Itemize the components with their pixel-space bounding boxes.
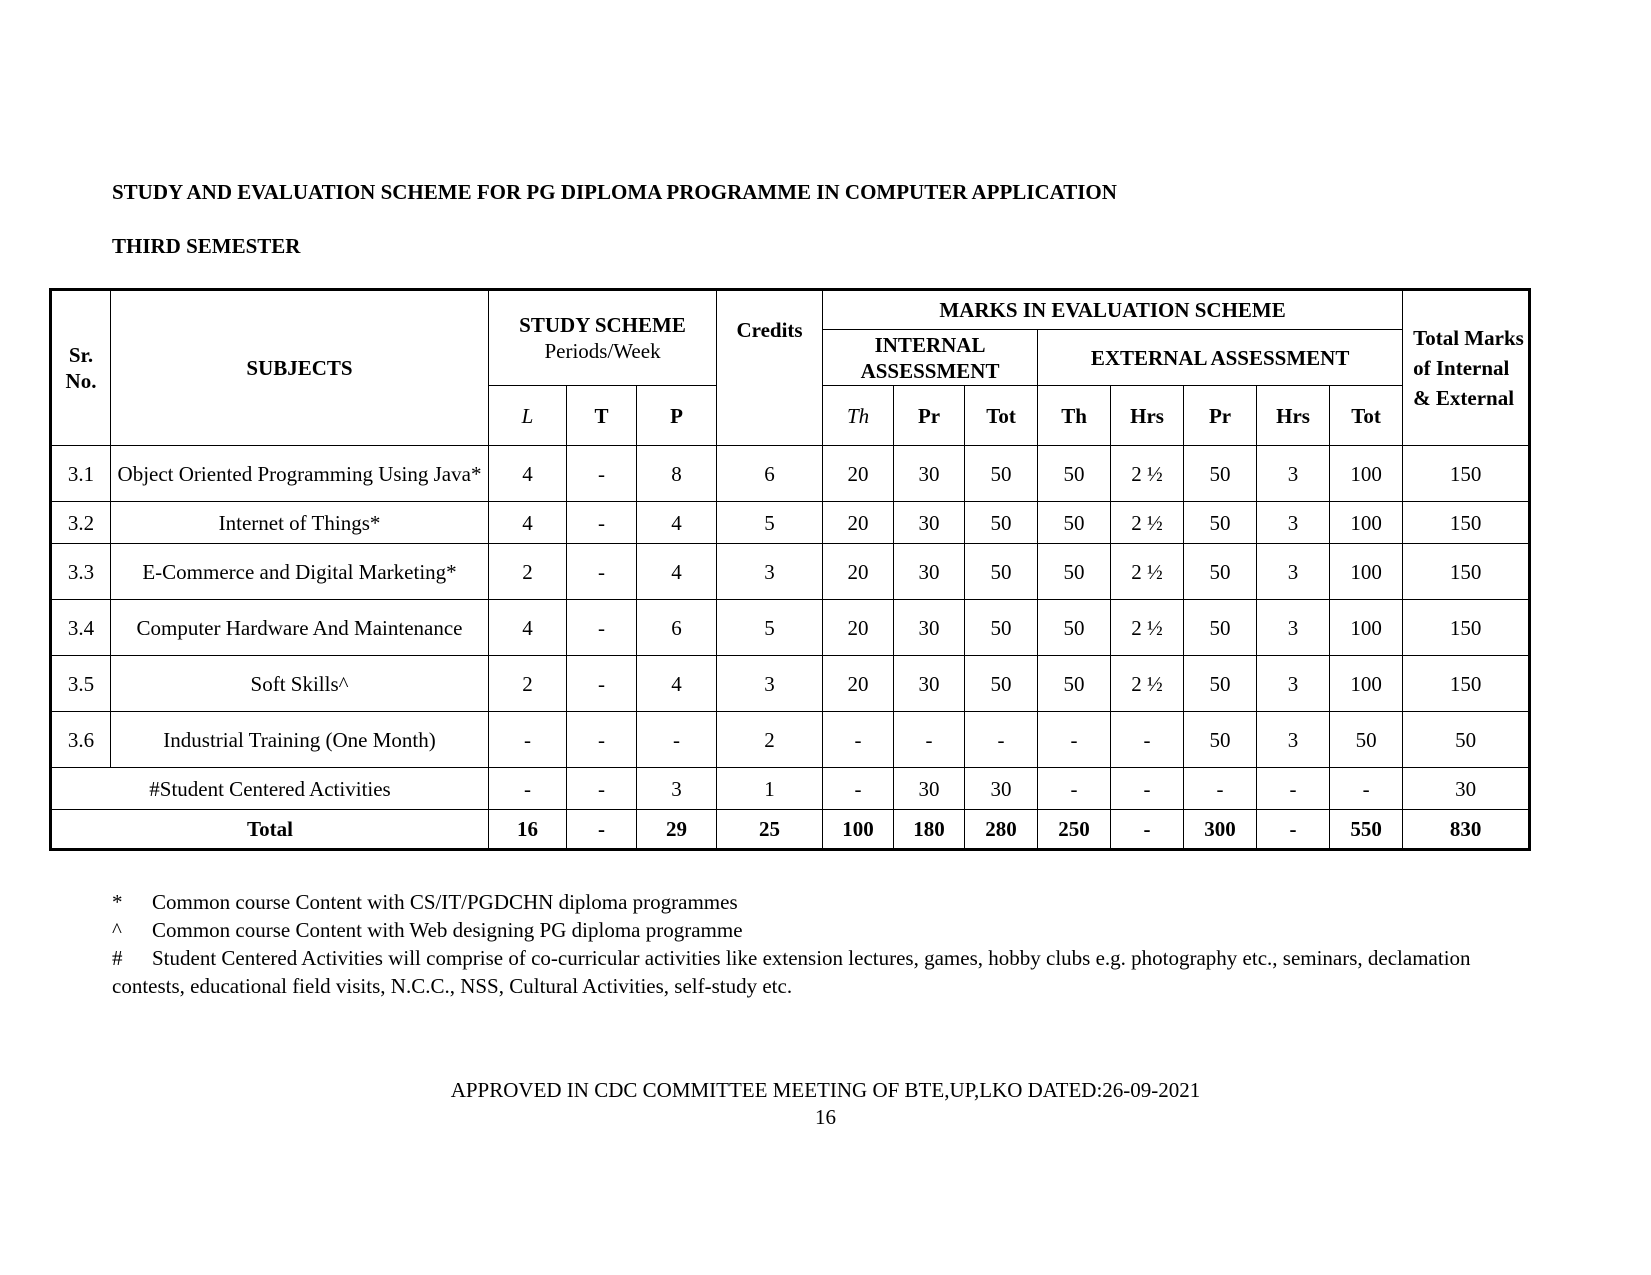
table-body bbox=[51, 446, 1530, 850]
row-subject: Object Oriented Programming Using Java* bbox=[111, 446, 489, 502]
total-int-pr: 180 bbox=[894, 810, 965, 850]
row-l: 4 bbox=[489, 600, 567, 656]
header-external-tot: Tot bbox=[1330, 386, 1403, 446]
row-int-th: - bbox=[823, 712, 894, 768]
table-row bbox=[51, 502, 1530, 544]
total-ext-hrs: - bbox=[1257, 810, 1330, 850]
row-total: 50 bbox=[1403, 712, 1530, 768]
row-l: 2 bbox=[489, 544, 567, 600]
header-external-assessment: EXTERNAL ASSESSMENT bbox=[1038, 330, 1403, 386]
footnote-symbol: ^ bbox=[112, 918, 122, 942]
row-ext-hrs: 3 bbox=[1257, 502, 1330, 544]
total-ext-pr: 300 bbox=[1184, 810, 1257, 850]
footnote-text: Common course Content with Web designing PG diploma programme bbox=[152, 918, 743, 942]
row-subject: Internet of Things* bbox=[111, 502, 489, 544]
sca-l: - bbox=[489, 768, 567, 810]
header-internal-tot: Tot bbox=[965, 386, 1038, 446]
footnotes bbox=[112, 888, 1532, 1000]
footnote bbox=[112, 888, 1532, 916]
row-int-tot: 50 bbox=[965, 446, 1038, 502]
row-t: - bbox=[567, 544, 637, 600]
row-credits: 5 bbox=[717, 502, 823, 544]
row-ext-th: 50 bbox=[1038, 502, 1111, 544]
row-ext-hrs: 3 bbox=[1257, 600, 1330, 656]
row-t: - bbox=[567, 446, 637, 502]
semester-heading: THIRD SEMESTER bbox=[112, 234, 301, 258]
row-ext-hrs: 2 ½ bbox=[1111, 544, 1184, 600]
row-ext-hrs: 2 ½ bbox=[1111, 446, 1184, 502]
row-ext-tot: 100 bbox=[1330, 502, 1403, 544]
sca-int-th: - bbox=[823, 768, 894, 810]
row-total: 150 bbox=[1403, 600, 1530, 656]
sca-ext-tot: - bbox=[1330, 768, 1403, 810]
header-p: P bbox=[637, 386, 717, 446]
row-ext-tot: 100 bbox=[1330, 656, 1403, 712]
sca-ext-hrs: - bbox=[1257, 768, 1330, 810]
row-ext-pr: 50 bbox=[1184, 502, 1257, 544]
total-l: 16 bbox=[489, 810, 567, 850]
total-ext-tot: 550 bbox=[1330, 810, 1403, 850]
row-int-pr: 30 bbox=[894, 446, 965, 502]
row-subject: Industrial Training (One Month) bbox=[111, 712, 489, 768]
row-subject: Soft Skills^ bbox=[111, 656, 489, 712]
row-ext-hrs: 2 ½ bbox=[1111, 502, 1184, 544]
footnote-symbol: # bbox=[112, 946, 123, 970]
row-t: - bbox=[567, 712, 637, 768]
row-ext-tot: 100 bbox=[1330, 600, 1403, 656]
table-row-sca bbox=[51, 768, 1530, 810]
row-int-tot: 50 bbox=[965, 600, 1038, 656]
sca-label: #Student Centered Activities bbox=[51, 768, 489, 810]
footnote-text: Student Centered Activities will comprise of co-curricular activities like extension lectures, games, hobby clubs e.g. photography etc., seminars, declamation contests, educational field visits, N.C.C., NSS, Cultural Activities, self-study etc. bbox=[112, 946, 1471, 998]
row-t: - bbox=[567, 600, 637, 656]
row-total: 150 bbox=[1403, 502, 1530, 544]
row-ext-pr: 50 bbox=[1184, 446, 1257, 502]
row-int-th: 20 bbox=[823, 600, 894, 656]
row-ext-hrs: - bbox=[1111, 712, 1184, 768]
row-credits: 2 bbox=[717, 712, 823, 768]
page-number: 16 bbox=[815, 1105, 836, 1129]
periods-week-label: Periods/Week bbox=[544, 339, 661, 363]
row-ext-tot: 50 bbox=[1330, 712, 1403, 768]
header-credits: Credits bbox=[717, 290, 823, 446]
row-subject: Computer Hardware And Maintenance bbox=[111, 600, 489, 656]
header-subjects: SUBJECTS bbox=[111, 290, 489, 446]
row-credits: 5 bbox=[717, 600, 823, 656]
footnote bbox=[112, 916, 1532, 944]
row-ext-th: 50 bbox=[1038, 446, 1111, 502]
row-credits: 3 bbox=[717, 656, 823, 712]
row-t: - bbox=[567, 502, 637, 544]
row-p: 6 bbox=[637, 600, 717, 656]
row-l: 4 bbox=[489, 446, 567, 502]
row-sr: 3.4 bbox=[51, 600, 111, 656]
header-internal-assessment: INTERNAL ASSESSMENT bbox=[823, 330, 1038, 386]
header-l: L bbox=[489, 386, 567, 446]
table-header bbox=[51, 290, 1530, 446]
table-row bbox=[51, 446, 1530, 502]
row-sr: 3.5 bbox=[51, 656, 111, 712]
row-int-tot: 50 bbox=[965, 656, 1038, 712]
row-ext-pr: 50 bbox=[1184, 656, 1257, 712]
header-internal-pr: Pr bbox=[894, 386, 965, 446]
total-ext-th: 250 bbox=[1038, 810, 1111, 850]
evaluation-scheme-table bbox=[49, 288, 1531, 851]
sca-total: 30 bbox=[1403, 768, 1530, 810]
row-sr: 3.3 bbox=[51, 544, 111, 600]
sca-ext-pr: - bbox=[1184, 768, 1257, 810]
total-grand: 830 bbox=[1403, 810, 1530, 850]
row-t: - bbox=[567, 656, 637, 712]
row-ext-pr: 50 bbox=[1184, 712, 1257, 768]
row-ext-th: 50 bbox=[1038, 600, 1111, 656]
row-int-th: 20 bbox=[823, 446, 894, 502]
table-row-total bbox=[51, 810, 1530, 850]
row-int-pr: 30 bbox=[894, 544, 965, 600]
row-total: 150 bbox=[1403, 656, 1530, 712]
row-int-pr: 30 bbox=[894, 600, 965, 656]
sca-int-pr: 30 bbox=[894, 768, 965, 810]
header-external-hrs: Hrs bbox=[1111, 386, 1184, 446]
row-sr: 3.1 bbox=[51, 446, 111, 502]
total-t: - bbox=[567, 810, 637, 850]
row-credits: 6 bbox=[717, 446, 823, 502]
header-external-hrs: Hrs bbox=[1257, 386, 1330, 446]
row-ext-tot: 100 bbox=[1330, 446, 1403, 502]
table-row bbox=[51, 544, 1530, 600]
row-ext-th: 50 bbox=[1038, 656, 1111, 712]
row-p: 4 bbox=[637, 502, 717, 544]
header-internal-th: Th bbox=[823, 386, 894, 446]
total-int-th: 100 bbox=[823, 810, 894, 850]
total-p: 29 bbox=[637, 810, 717, 850]
row-ext-hrs: 3 bbox=[1257, 656, 1330, 712]
row-credits: 3 bbox=[717, 544, 823, 600]
row-sr: 3.6 bbox=[51, 712, 111, 768]
row-p: - bbox=[637, 712, 717, 768]
sca-int-tot: 30 bbox=[965, 768, 1038, 810]
row-p: 4 bbox=[637, 544, 717, 600]
row-ext-hrs: 3 bbox=[1257, 712, 1330, 768]
header-external-pr: Pr bbox=[1184, 386, 1257, 446]
approval-note: APPROVED IN CDC COMMITTEE MEETING OF BTE,UP,LKO DATED:26-09-2021 bbox=[450, 1078, 1201, 1102]
row-p: 8 bbox=[637, 446, 717, 502]
total-int-tot: 280 bbox=[965, 810, 1038, 850]
row-ext-tot: 100 bbox=[1330, 544, 1403, 600]
row-ext-th: - bbox=[1038, 712, 1111, 768]
row-ext-hrs: 2 ½ bbox=[1111, 600, 1184, 656]
row-int-pr: 30 bbox=[894, 656, 965, 712]
row-ext-pr: 50 bbox=[1184, 544, 1257, 600]
document-title: STUDY AND EVALUATION SCHEME FOR PG DIPLOMA PROGRAMME IN COMPUTER APPLICATION bbox=[112, 180, 1117, 204]
row-int-tot: 50 bbox=[965, 502, 1038, 544]
total-label: Total bbox=[51, 810, 489, 850]
row-int-th: 20 bbox=[823, 544, 894, 600]
row-total: 150 bbox=[1403, 544, 1530, 600]
row-p: 4 bbox=[637, 656, 717, 712]
row-int-tot: - bbox=[965, 712, 1038, 768]
header-t: T bbox=[567, 386, 637, 446]
row-int-pr: - bbox=[894, 712, 965, 768]
row-sr: 3.2 bbox=[51, 502, 111, 544]
total-ext-hrs: - bbox=[1111, 810, 1184, 850]
row-ext-hrs: 2 ½ bbox=[1111, 656, 1184, 712]
row-l: - bbox=[489, 712, 567, 768]
header-study-scheme bbox=[489, 290, 717, 386]
row-l: 2 bbox=[489, 656, 567, 712]
row-ext-th: 50 bbox=[1038, 544, 1111, 600]
row-int-th: 20 bbox=[823, 502, 894, 544]
footnote-symbol: * bbox=[112, 890, 123, 914]
sca-t: - bbox=[567, 768, 637, 810]
row-ext-pr: 50 bbox=[1184, 600, 1257, 656]
row-int-th: 20 bbox=[823, 656, 894, 712]
header-total-marks: Total Marks of Internal & External bbox=[1403, 290, 1530, 446]
footnote-text: Common course Content with CS/IT/PGDCHN diploma programmes bbox=[152, 890, 738, 914]
table-row bbox=[51, 600, 1530, 656]
row-total: 150 bbox=[1403, 446, 1530, 502]
header-external-th: Th bbox=[1038, 386, 1111, 446]
row-subject: E-Commerce and Digital Marketing* bbox=[111, 544, 489, 600]
total-credits: 25 bbox=[717, 810, 823, 850]
footnote bbox=[112, 944, 1532, 1000]
table-row bbox=[51, 656, 1530, 712]
sca-credits: 1 bbox=[717, 768, 823, 810]
sca-ext-th: - bbox=[1038, 768, 1111, 810]
study-scheme-label: STUDY SCHEME bbox=[519, 313, 686, 337]
header-marks-evaluation: MARKS IN EVALUATION SCHEME bbox=[823, 290, 1403, 330]
row-l: 4 bbox=[489, 502, 567, 544]
table-row bbox=[51, 712, 1530, 768]
header-sr-no: Sr. No. bbox=[51, 290, 111, 446]
row-ext-hrs: 3 bbox=[1257, 446, 1330, 502]
row-int-tot: 50 bbox=[965, 544, 1038, 600]
sca-p: 3 bbox=[637, 768, 717, 810]
row-ext-hrs: 3 bbox=[1257, 544, 1330, 600]
row-int-pr: 30 bbox=[894, 502, 965, 544]
sca-ext-hrs: - bbox=[1111, 768, 1184, 810]
